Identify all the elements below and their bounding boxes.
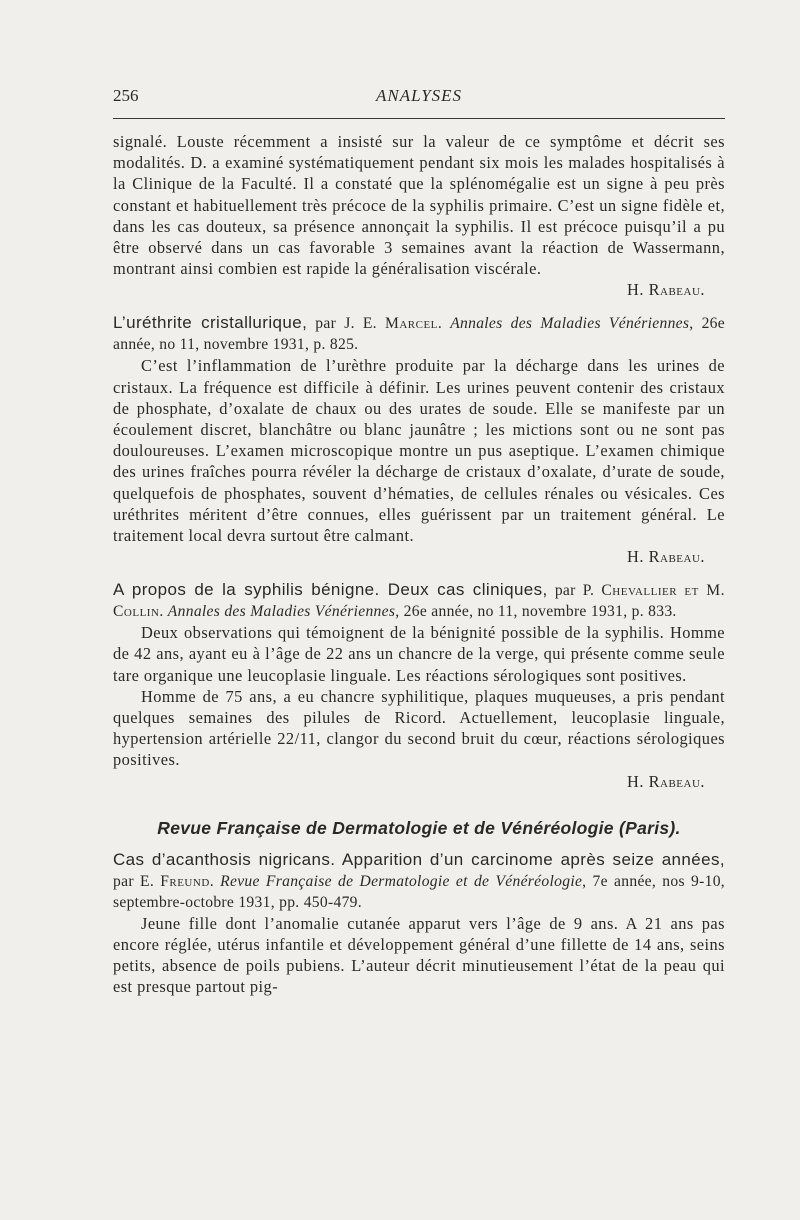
article-heading <box>113 312 725 355</box>
article-author: Marcel <box>384 315 438 333</box>
article-journal: Revue Française de Dermatologie et de Vénéréologie <box>220 872 583 890</box>
article-author: Chevallier et M. Collin <box>113 582 725 621</box>
signature-name: H. Rabeau. <box>627 771 705 791</box>
article-paragraph: Deux observations qui témoignent de la bénignité possible de la syphilis. Homme de 42 ans, ayant eu à l’âge de 22 ans un chancre de la verge, qui présente comme seule tare organique une leucoplasie linguale. Les réactions sérologiques sont positives. <box>113 623 725 685</box>
running-header <box>113 86 725 108</box>
article-citation: , 26e année, no 11, novembre 1931, p. 825. <box>113 315 725 354</box>
article-signature <box>113 771 725 792</box>
intro-paragraph: signalé. Louste récemment a insisté sur la valeur de ce symptôme et décrit ses modalités. D. a examiné systématiquement pendant six mois les malades hospitalisés à la Clinique de la Faculté. Il a constaté que la splénomégalie est un signe à peu près constant et habituellement très précoce de la syphilis primaire. C’est un signe fidèle et, dans les cas douteux, sa présence annonçait la syphilis. Il est précoce puisqu’il a pu être observé dans un cas favorable 3 semaines avant la réaction de Wassermann, montrant ainsi combien est rapide la généralisation viscérale. <box>113 132 725 279</box>
article-title: Cas d’acanthosis nigricans. Apparition d’un carcinome après seize années, <box>113 849 725 869</box>
article-paragraph: Jeune fille dont l’anomalie cutanée apparut vers l’âge de 9 ans. A 21 ans pas encore réglée, utérus infantile et développement général d’une fillette de 14 ans, seins petits, absence de poils pubiens. L’auteur décrit minutieusement l’état de la peau qui est presque partout pig- <box>113 913 725 997</box>
article-citation: , 26e année, no 11, novembre 1931, p. 833. <box>395 603 677 621</box>
article-author: Freund <box>160 872 210 890</box>
article-title: A propos de la syphilis bénigne. Deux cas cliniques, <box>113 580 548 600</box>
article-title: L’uréthrite cristallurique, <box>113 313 308 333</box>
article-by: par J. E. <box>307 315 385 333</box>
article-sep: . <box>209 872 221 890</box>
article-by: par P. <box>547 582 602 600</box>
page <box>113 86 725 997</box>
article-journal: Annales des Maladies Vénériennes <box>450 315 690 333</box>
article-urethrite <box>113 312 725 567</box>
article-sep: . <box>437 315 451 333</box>
intro-signature <box>113 279 725 300</box>
article-paragraph: Homme de 75 ans, a eu chancre syphilitique, plaques muqueuses, a pris pendant quelques semaines des pilules de Ricord. Actuellement, leucoplasie linguale, hypertension artérielle 22/11, clangor du second bruit du cœur, réactions sérologiques positives. <box>113 686 725 770</box>
article-syphilis-benigne <box>113 579 725 791</box>
signature-name: H. Rabeau. <box>627 280 705 300</box>
article-heading <box>113 579 725 622</box>
page-number: 256 <box>113 86 139 105</box>
section-title: ANALYSES <box>375 86 463 105</box>
header-rule <box>113 118 725 119</box>
signature-name: H. Rabeau. <box>627 547 705 567</box>
journal-section-heading: Revue Française de Dermatologie et de Vénéréologie (Paris). <box>157 817 681 838</box>
article-heading <box>113 849 725 913</box>
article-signature <box>113 546 725 567</box>
article-acanthosis <box>113 849 725 998</box>
article-journal: Annales des Maladies Vénériennes <box>167 603 396 621</box>
article-citation: , 7e année, nos 9-10, septembre-octobre 1931, pp. 450-479. <box>113 872 725 911</box>
article-sep: . <box>159 603 168 621</box>
article-by: par E. <box>113 872 161 890</box>
article-paragraph: C’est l’inflammation de l’urèthre produite par la décharge dans les urines de cristaux. La fréquence est difficile à définir. Les urines peuvent contenir des cristaux de phosphate, d’oxalate de chaux ou des urates de soude. Elle se manifeste par un écoulement discret, blanchâtre ou blanc jaunâtre ; les mictions sont ou ne sont pas douloureuses. L’examen microscopique montre un pus aseptique. L’examen chimique des urines fraîches pourra révéler la décharge de cristaux d’oxalate, d’urate de soude, quelquefois de phosphates, souvent d’hématies, de cellules rénales ou vésicales. Ces uréthrites méritent d’être connues, elles guérissent par un traitement général. Le traitement local devra surtout être calmant. <box>113 356 725 546</box>
